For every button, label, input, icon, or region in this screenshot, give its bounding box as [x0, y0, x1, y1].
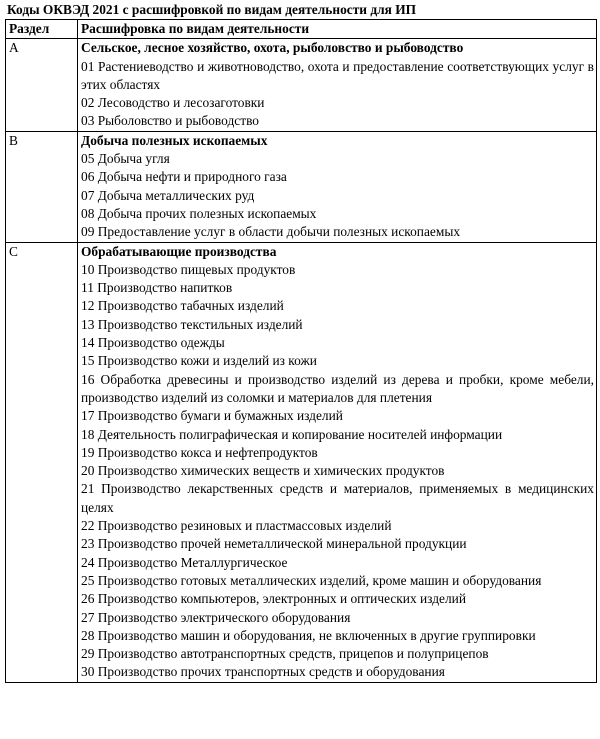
section-title: Обрабатывающие производства	[81, 243, 277, 259]
activity-item: 12 Производство табачных изделий	[81, 298, 284, 314]
activity-item: 28 Производство машин и оборудования, не включенных в другие группировки	[81, 627, 536, 643]
section-code-cell	[6, 39, 78, 131]
activity-item: 30 Производство прочих транспортных средств и оборудования	[81, 664, 445, 680]
activity-item: 08 Добыча прочих полезных ископаемых	[81, 205, 317, 221]
activity-item: 27 Производство электрического оборудования	[81, 609, 351, 625]
activity-item: 26 Производство компьютеров, электронных и оптических изделий	[81, 591, 467, 607]
section-description-cell	[78, 39, 597, 131]
header-row	[6, 20, 597, 39]
activity-item: 21 Производство лекарственных средств и материалов, применяемых в медицинских целях	[81, 481, 594, 515]
activity-item: 13 Производство текстильных изделий	[81, 316, 303, 332]
activity-item: 23 Производство прочей неметаллической минеральной продукции	[81, 536, 467, 552]
activity-item: 14 Производство одежды	[81, 335, 225, 351]
activity-item: 02 Лесоводство и лесозаготовки	[81, 95, 265, 111]
section-code-cell	[6, 242, 78, 682]
activity-item: 18 Деятельность полиграфическая и копирование носителей информации	[81, 426, 503, 442]
section-row	[6, 39, 597, 131]
activity-item: 09 Предоставление услуг в области добычи полезных ископаемых	[81, 224, 461, 240]
activity-item: 16 Обработка древесины и производство изделий из дерева и пробки, кроме мебели, производство изделий из соломки и материалов для плетения	[81, 371, 594, 405]
activity-item: 10 Производство пищевых продуктов	[81, 261, 296, 277]
section-code-cell	[6, 131, 78, 242]
activity-item: 03 Рыболовство и рыбоводство	[81, 113, 259, 129]
header-description: Расшифровка по видам деятельности	[78, 20, 597, 39]
activity-item: 22 Производство резиновых и пластмассовых изделий	[81, 518, 392, 534]
section-row	[6, 242, 597, 682]
document-title: Коды ОКВЭД 2021 с расшифровкой по видам деятельности для ИП	[7, 2, 417, 17]
activity-item: 01 Растениеводство и животноводство, охота и предоставление соответствующих услуг в этих областях	[81, 58, 594, 92]
activity-item: 24 Производство Металлургическое	[81, 554, 288, 570]
section-title: Сельское, лесное хозяйство, охота, рыболовство и рыбоводство	[81, 40, 464, 56]
section-row	[6, 131, 597, 242]
okved-table	[5, 19, 597, 683]
activity-item: 06 Добыча нефти и природного газа	[81, 169, 287, 185]
activity-item: 17 Производство бумаги и бумажных изделий	[81, 408, 343, 424]
header-section: Раздел	[6, 20, 78, 39]
section-code: B	[9, 132, 18, 148]
section-code: C	[9, 243, 18, 259]
section-description-cell	[78, 131, 597, 242]
activity-item: 29 Производство автотранспортных средств, прицепов и полуприцепов	[81, 646, 489, 662]
activity-item: 07 Добыча металлических руд	[81, 187, 255, 203]
section-title: Добыча полезных ископаемых	[81, 132, 268, 148]
document	[5, 0, 597, 683]
section-code: A	[9, 40, 19, 56]
activity-item: 11 Производство напитков	[81, 280, 233, 296]
section-description-cell	[78, 242, 597, 682]
activity-item: 19 Производство кокса и нефтепродуктов	[81, 444, 318, 460]
activity-item: 05 Добыча угля	[81, 151, 170, 167]
activity-item: 25 Производство готовых металлических изделий, кроме машин и оборудования	[81, 572, 542, 588]
activity-item: 15 Производство кожи и изделий из кожи	[81, 353, 317, 369]
activity-item: 20 Производство химических веществ и химических продуктов	[81, 463, 445, 479]
